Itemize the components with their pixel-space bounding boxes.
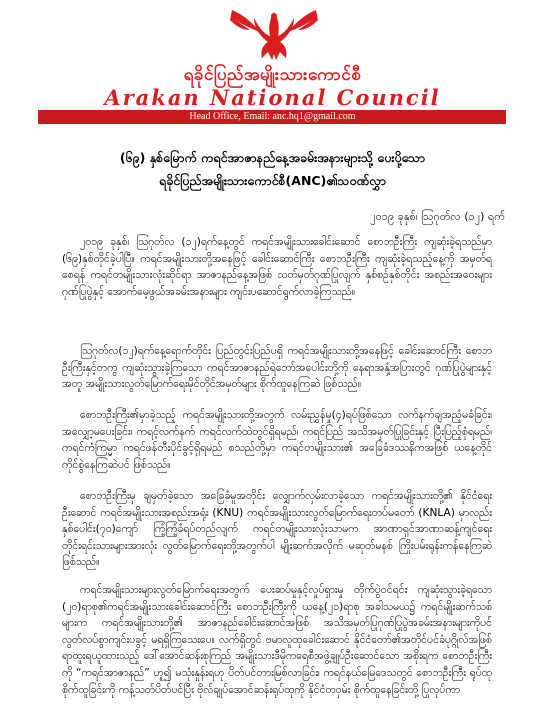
org-name-english: Arakan National Council (104, 85, 441, 110)
letter-title-line2: ရခိုင်ပြည်အမျိုးသားကောင်စီ(ANC)၏သဝဏ်လွှာ (159, 173, 386, 188)
paragraph-3: စောဘဦးကြီး၏မှာခဲ့သည့် ကရင်အမျိုးသားတို့အတွက် လမ်းညွှန်မှု(၄)ရပ်ဖြစ်သော လက်နက်ချအညံ့မခံခြင်း၊ အလျှော့မပေးခြင်း၊ ကရင့်လက်နက် ကရင်လက်ထဲတွင်ရှိရမည်၊ ကရင်ပြည် အသိအမှတ်ပြုခြင်းနှင့် ပြီးပြည့်စုံရမည်၊ ကရင်ကံကြမ္မာ ကရင်ဖန်တီးပိုင်ခွင့်ရှိရမည် စသည်တို့မှာ ကရင်တမျိုးသား၏ အခြေခံဒဿနိကအဖြစ် ယနေ့တိုင် ကိုင်စွဲနေကြဆဲပင် ဖြစ်သည်။ (62, 409, 492, 471)
paragraph-4: စောဘဦးကြီးမှ ချမှတ်ခဲ့သော အခြေခံမူအတိုင်း လျှောက်လှမ်းလာခဲ့သော ကရင်အမျိုးသားတို့၏ နိုင်ငံရေးဦးဆောင် ကရင်အမျိုးသားအစည်းအရုံး (KNU) ကရင်အမျိုးသားလွတ်မြောက်ရေးတပ်မတော် (KNLA) မှာလည်း နှစ်ပေါင်း(၇၀)ကျော် ကြံ့ကြံ့ခံရပ်တည်လျက် ကရင်တမျိုးသားလုံးသာမက အာဏာရှင်အာဏာဆန့်ကျင်ရေး တိုင်းရင်းသားများအားလုံး လွတ်မြောက်ရေးတို့အတွက်ပါ မျိုးဆက်အလိုက် မဆုတ်မနစ် ကြိုးပမ်းရုန်းကန်နေကြဆဲဖြစ်သည်။ (62, 490, 492, 569)
paragraph-2: ဩဂုတ်လ(၁၂)ရက်နေ့ရောက်တိုင်း ပြည်တွင်းပြည်ပရှိ ကရင်အမျိုးသားတို့အနေဖြင့် ခေါင်းဆောင်ကြီး စောဘဦးကြီးနှင့်တကွ ကျဆုံးသွားခဲ့ကြသော ကရင်အာဇာနည်ရဲဘော်အပေါင်းတို့ကို နေရာအနှံ့အပြားတွင် ဂုဏ်ပြုပွဲများနှင့်အတူ အမျိုးသားလွတ်မြောက်ရေးမိုင်တိုင်အမှတ်များ စိုက်ထူနေကြဆဲ ဖြစ်သည်။ (62, 345, 492, 391)
letter-date: ၂၀၁၉ ခုနှစ်၊ ဩဂုတ်လ (၁၂) ရက် (370, 210, 505, 223)
phoenix-logo-icon (224, 4, 324, 64)
org-name-burmese: ရခိုင်ပြည်အမျိုးသားကောင်စီ (183, 65, 362, 85)
paragraph-5: ကရင်အမျိုးသားများလွတ်မြောက်ရေးအတွက် ပေးဆပ်မှုနှင့်လှုပ်ရှားမှု တိုက်ပွဲဝင်ရင်း ကျဆုံးသွားခဲ့ရသော (၂၀)ရာစု၏ကရင်အမျိုးသားခေါင်းဆောင်ကြီး စောဘဦးကြီးကို ယနေ့(၂၁)ရာစု အခါသမယ၌ ကရင်မျိုးဆက်သစ်များက ကရင်အမျိုးသားတို့၏ အာဇာနည်ခေါင်းဆောင်အဖြစ် အသိအမှတ်ပြုဂုဏ်ပြုပွဲအခမ်းအနားများကိုပင် လွတ်လပ်စွာကျင်းပခွင့် မရရှိကြသေးပေ။ လက်ရှိတွင် ဗမာလူထုခေါင်းဆောင် နိုင်ငံတော်၏အတိုင်ပင်ခံပုဂ္ဂိုလ်အဖြစ်ရာထူးရယူထားသည့် ဒေါ်အောင်ဆန်းစုကြည် အမျိုးသားဒီမိုကရေစီအဖွဲ့ချုပ်ဦးဆောင်သော အစိုးရက စောဘဦးကြီးကို “ကရင်အာဇာနည်” ဟူ၍ မသုံးနှုန်းရဟု ပိတ်ပင်တားမြစ်လာခြင်း၊ ကရင်နယ်မြေဒေသတွင် စောဘဦးကြီး ရုပ်ထုစိုက်ထူခြင်းကို ကန့်သတ်ပိတ်ပင်ပြီး ဗိုလ်ချုပ်အောင်ဆန်းရုပ်ထုကို နိုင်ငံတဝှမ်း စိုက်ထူနေခြင်းတို့ ပြုလုပ်ကာ (62, 584, 492, 696)
paragraph-1: ၂၀၁၉ ခုနှစ်၊ ဩဂုတ်လ (၁၂)ရက်နေ့တွင် ကရင်အမျိုးသားခေါင်းဆောင် စောဘဦးကြီး ကျဆုံးခဲ့ရသည်မှာ (၆၉)နှစ်တိုင်ခဲ့ပါပြီ။ ကရင်အမျိုးသားတို့အနေဖြင့် ခေါင်းဆောင်ကြီး စောဘဦးကြီး ကျဆုံးခဲ့ရသည့်နေ့ကို အမှတ်ရစေရန် ကရင်တမျိုးသားလုံးဆိုင်ရာ အာဇာနည်နေ့အဖြစ် သတ်မှတ်ဂုဏ်ပြုလျက် နှစ်စဉ်နှစ်တိုင်း အစည်းအဝေးများ ဂုဏ်ပြုပွဲနှင့် အောက်မေ့ဖွယ်အခမ်းအနားများ ကျင်းပဆောင်ရွက်လာခဲ့ကြသည်။ (62, 236, 492, 298)
letter-title-line1: (၆၉) နှစ်မြောက် ကရင်အာဇာနည်နေ့အခမ်းအနားများသို့ ပေးပို့သော (119, 150, 426, 165)
head-office-address: Head Office, Email: anc.hq1@gmail.com (189, 111, 356, 122)
